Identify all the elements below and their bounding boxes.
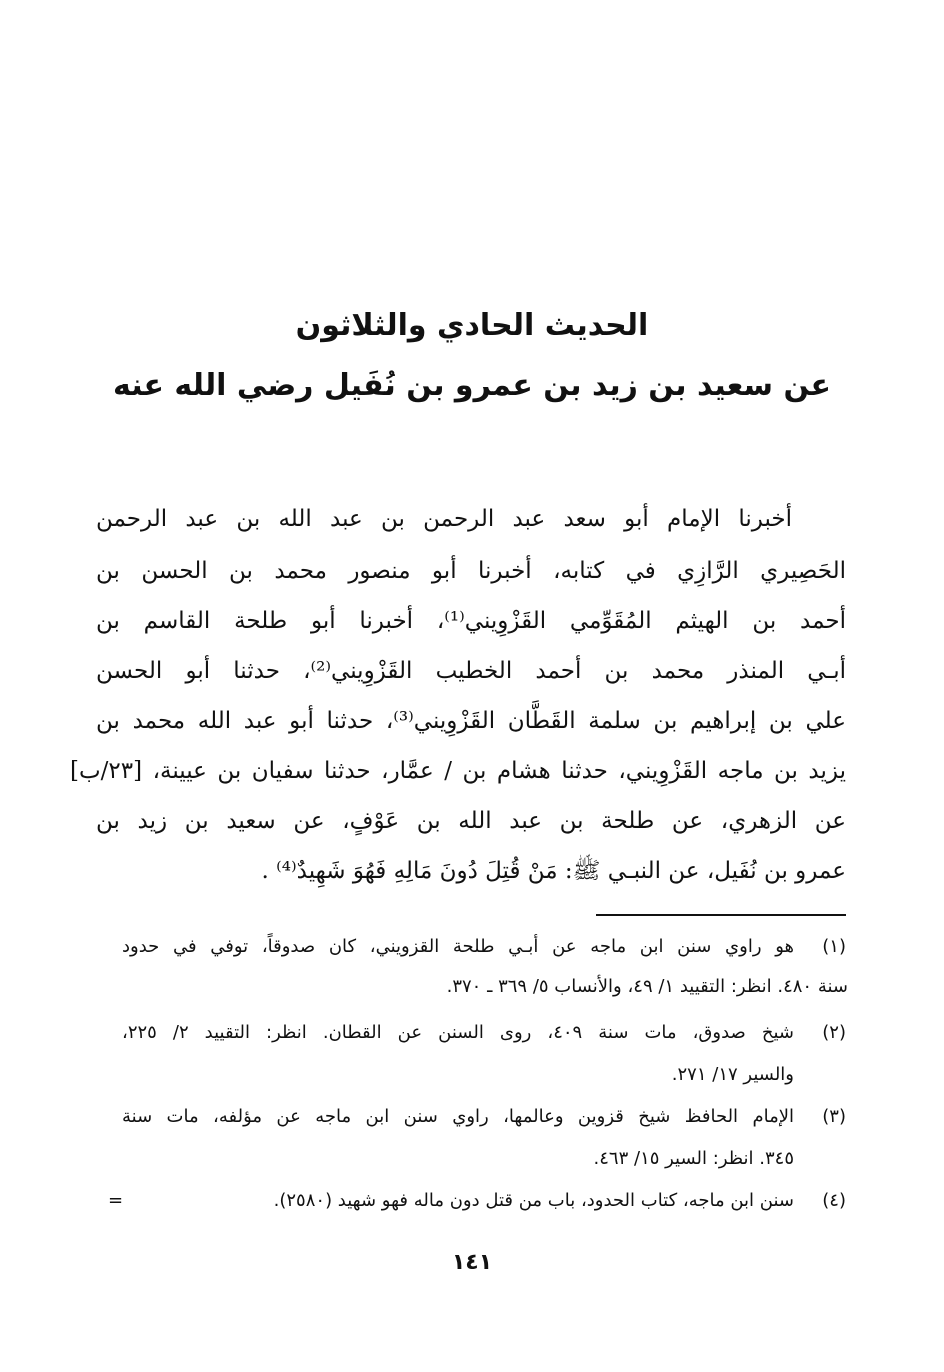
hadith-title: الحديث الحادي والثلاثون <box>295 308 649 343</box>
footnote-line: ٣٤٥. انظر: السير ١٥/ ٤٦٣. <box>593 1148 794 1169</box>
footnote-line: شيخ صدوق، مات سنة ٤٠٩، روى السنن عن القطان. انظر: التقييد ٢/ ٢٢٥، <box>122 1022 794 1043</box>
footnote-number: (٤) <box>822 1190 846 1211</box>
footnote-line: والسير ١٧/ ٢٧١. <box>671 1064 794 1085</box>
body-line: يزيد بن ماجه القَزْوِيني، حدثنا هشام بن / عمَّار، حدثنا سفيان بن عيينة، [٢٣/ب] <box>70 758 846 784</box>
footnote-continuation-mark: = <box>108 1190 124 1211</box>
body-line: أخبرنا الإمام أبو سعد عبد الرحمن بن عبد الله بن عبد الرحمن <box>96 506 792 532</box>
body-line: عن الزهري، عن طلحة بن عبد الله بن عَوْفٍ، عن سعيد بن زيد بن <box>96 808 846 834</box>
footnote-line: سنة ٤٨٠. انظر: التقييد ١/ ٤٩، والأنساب ٥/ ٣٦٩ ـ ٣٧٠. <box>446 976 848 997</box>
footnote-separator <box>596 914 846 916</box>
footnote-number: (٣) <box>822 1106 846 1127</box>
hadith-subtitle: عن سعيد بن زيد بن عمرو بن نُفَيل رضي الله عنه <box>113 368 831 403</box>
footnote-line: هو راوي سنن ابن ماجه عن أبـي طلحة القزويني، كان صدوقاً، توفي في حدود <box>122 936 794 957</box>
footnote-number: (١) <box>822 936 846 957</box>
body-line: الحَصِيري الرَّازِي في كتابه، أخبرنا أبو منصور محمد بن الحسن بن <box>96 558 846 584</box>
footnote-line: الإمام الحافظ شيخ قزوين وعالمها، راوي سنن ابن ماجه عن مؤلفه، مات سنة <box>122 1106 794 1127</box>
body-line: أبـي المنذر محمد بن أحمد الخطيب القَزْوِيني⁽²⁾، حدثنا أبو الحسن <box>96 658 846 684</box>
body-line: عمرو بن نُفَيل، عن النبـي ﷺ: مَنْ قُتِلَ دُونَ مَالِهِ فَهُوَ شَهِيدٌ⁽⁴⁾ . <box>261 858 846 884</box>
body-line: أحمد بن الهيثم المُقَوِّمي القَزْوِيني⁽¹⁾، أخبرنا أبو طلحة القاسم بن <box>96 608 847 634</box>
body-line: علي بن إبراهيم بن سلمة القَطَّان القَزْوِيني⁽³⁾، حدثنا أبو عبد الله محمد بن <box>96 708 847 734</box>
page-number: ١٤١ <box>451 1250 493 1275</box>
footnote-number: (٢) <box>822 1022 846 1043</box>
footnote-line: سنن ابن ماجه، كتاب الحدود، باب من قتل دون ماله فهو شهيد (٢٥٨٠). <box>273 1190 794 1211</box>
